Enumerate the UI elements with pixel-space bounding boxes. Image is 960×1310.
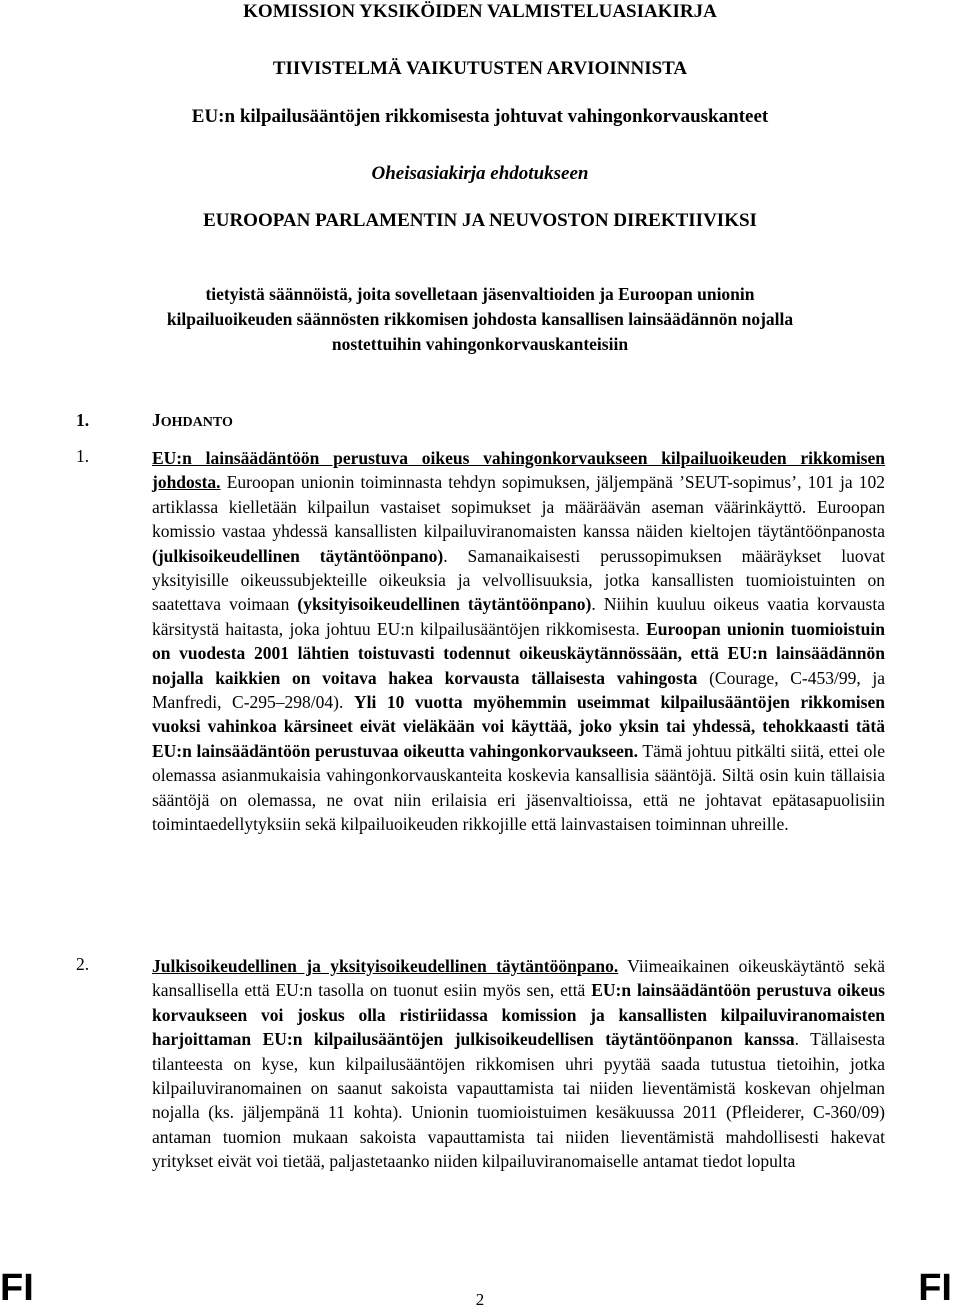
text-run: (julkisoikeudellinen täytäntöönpano) [152,545,444,566]
doc-heading-line4: Oheisasiakirja ehdotukseen [371,163,589,184]
text-run: (Courage, C-453/99, ja Manfredi, C-295–298/04). [152,667,885,713]
subtitle-line2: kilpailuoikeuden säännösten rikkomisen johdosta kansallisen lainsäädännön nojalla [166,309,794,329]
doc-heading-line3: EU:n kilpailusääntöjen rikkomisesta johtuvat vahingonkorvauskanteet [191,106,769,127]
text-run: Viimeaikainen oikeuskäytäntö sekä kansallisella että EU:n tasolla on tuonut esiin myös sen, että [152,956,885,1001]
text-run: Yli 10 vuotta myöhemmin useimmat kilpailusääntöjen rikkomisen vuoksi vahinkoa kärsineet eivät vieläkään voi käyttää, joko yksin tai yhdessä, tehokkaasti tätä EU:n lainsäädäntöön perustuvaa oikeutta vahingonkorvaukseen. [152,692,885,761]
item-number-1: 1. [76,446,90,466]
footer-language-left: FI [0,1267,34,1309]
text-run: . Niihin kuuluu oikeus vaatia korvausta kärsitystä haitasta, joka johtuu EU:n kilpailusääntöjen rikkomisesta. [152,594,885,639]
doc-heading-line1: KOMISSION YKSIKÖIDEN VALMISTELUASIAKIRJA [243,1,717,22]
item-number-2: 2. [76,954,90,974]
paragraph-1 [152,446,885,837]
section-number: 1. [76,410,90,430]
doc-heading-line5: EUROOPAN PARLAMENTIN JA NEUVOSTON DIREKTIIVIKSI [203,210,757,231]
subtitle-line3: nostettuihin vahingonkorvauskanteisiin [331,334,629,354]
subtitle-line1: tietyistä säännöistä, joita sovelletaan jäsenvaltioiden ja Euroopan unionin [205,284,755,304]
doc-heading-line2: TIIVISTELMÄ VAIKUTUSTEN ARVIOINNISTA [272,58,688,79]
text-run: EU:n lainsäädäntöön perustuva oikeus vahingonkorvaukseen kilpailuoikeuden rikkomisen johdosta. [152,448,885,493]
section-title-rest: OHDANTO [160,415,233,430]
page-number: 2 [475,1290,485,1309]
text-run: Euroopan unionin tuomioistuin on vuodesta 2001 lähtien toistuvasti todennut oikeuskäytännössään, että EU:n lainsäädännön nojalla kaikkien on voitava hakea korvausta tällaisesta vahingosta [152,618,885,688]
text-run: . Tällaisesta tilanteesta on kyse, kun kilpailusääntöjen rikkomisen uhri pyytää saada tutustua tietoihin, jotka kilpailuviranomainen on saanut sakoista vapauttamista tai niiden lieventämistä koskevan ohjelman nojalla (ks. jäljempänä 11 kohta). Unionin tuomioistuimen kesäkuussa 2011 (Pfleiderer, C-360/09) antaman tuomion mukaan sakoista vapauttamista tai niiden lieventämistä mahdollisesti hakevat yritykset eivät voi tietää, paljastetaanko niiden kilpailuviranomaiselle antamat tiedot lopulta [152,1029,886,1172]
footer-language-right: FI [918,1267,952,1309]
text-run: EU:n lainsäädäntöön perustuva oikeus korvaukseen voi joskus olla ristiriidassa komission ja kansallisten kilpailuviranomaisten harjoittaman EU:n kilpailusääntöjen julkisoikeudellisen täytäntöönpanon kanssa [152,980,885,1050]
text-run: Euroopan unionin toiminnasta tehdyn sopimuksen, jäljempänä ’SEUT-sopimus’, 101 ja 102 artiklassa kielletään kilpailun vastaiset sopimukset ja määräävän aseman väärinkäyttö. Euroopan komissio vastaa yhdessä kansallisten kilpailuviranomaisten kanssa näiden kieltojen täytäntöönpanosta [152,472,885,542]
text-run: Tämä johtuu pitkälti siitä, ettei ole olemassa asianmukaisia vahingonkorvauskanteita koskevia kansallisia sääntöjä. Siltä osin kuin tällaisia sääntöjä on olemassa, ne ovat niin erilaisia eri jäsenvaltioissa, että ne johtavat epätasapuolisiin toimintaedellytyksiin sekä kilpailuoikeuden rikkojille että lainvastaisen toiminnan uhreille. [152,740,885,835]
text-run: . Samanaikaisesti perussopimuksen määräykset luovat yksityisille oikeussubjekteille oikeuksia ja velvollisuuksia, jotka kansallisten tuomioistuinten on saatettava voimaan [152,545,885,615]
text-run: (yksityisoikeudellinen täytäntöönpano) [297,594,592,615]
section-title [152,410,233,431]
text-run: Julkisoikeudellinen ja yksityisoikeudellinen täytäntöönpano. [152,956,619,976]
paragraph-2 [152,954,885,1174]
section-title-initial: J [152,410,161,430]
